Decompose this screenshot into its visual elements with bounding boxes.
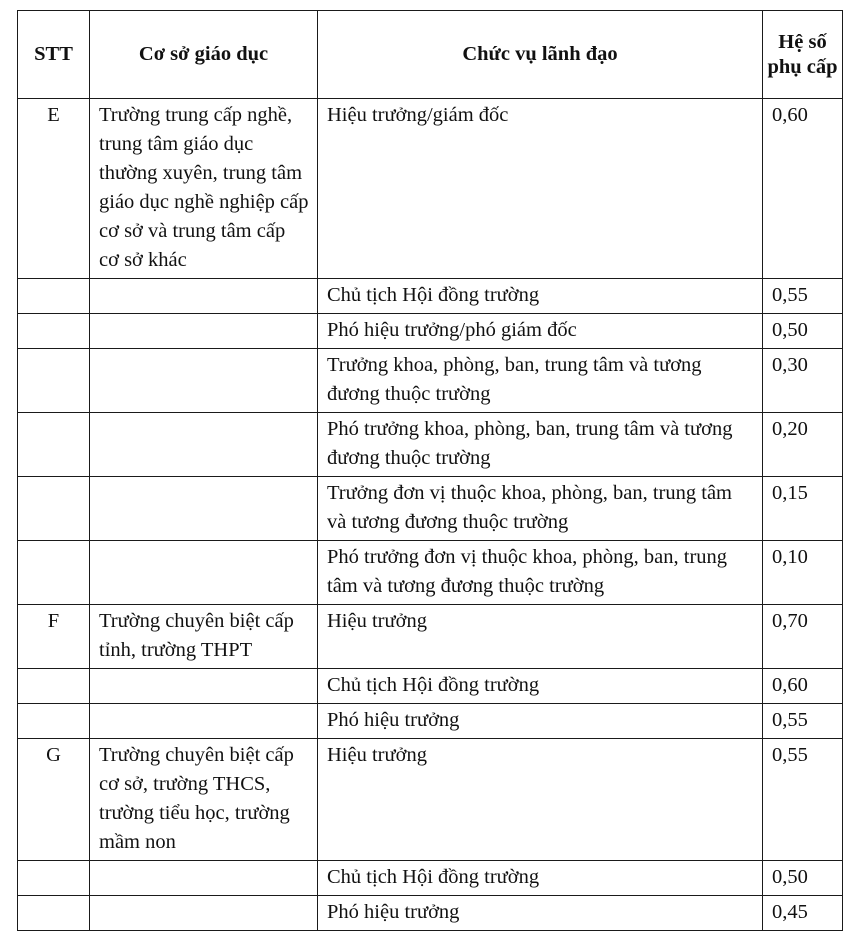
cell-coefficient: 0,70 <box>763 605 843 669</box>
cell-position: Hiệu trưởng <box>318 739 763 861</box>
cell-stt <box>18 669 90 704</box>
header-coefficient: Hệ số phụ cấp <box>763 11 843 99</box>
cell-stt <box>18 541 90 605</box>
cell-coefficient: 0,15 <box>763 477 843 541</box>
cell-position: Phó hiệu trưởng <box>318 704 763 739</box>
table-row <box>18 605 843 669</box>
table-row <box>18 896 843 931</box>
table-row <box>18 739 843 861</box>
header-position: Chức vụ lãnh đạo <box>318 11 763 99</box>
cell-position: Chủ tịch Hội đồng trường <box>318 669 763 704</box>
table-row <box>18 541 843 605</box>
cell-stt: F <box>18 605 90 669</box>
table-row <box>18 413 843 477</box>
cell-institution <box>90 477 318 541</box>
cell-stt <box>18 861 90 896</box>
cell-stt: G <box>18 739 90 861</box>
cell-institution <box>90 279 318 314</box>
header-institution: Cơ sở giáo dục <box>90 11 318 99</box>
cell-institution <box>90 314 318 349</box>
table-row <box>18 477 843 541</box>
table-row <box>18 669 843 704</box>
cell-institution: Trường chuyên biệt cấp tỉnh, trường THPT <box>90 605 318 669</box>
cell-position: Phó trưởng đơn vị thuộc khoa, phòng, ban, trung tâm và tương đương thuộc trường <box>318 541 763 605</box>
table-row <box>18 279 843 314</box>
cell-coefficient: 0,30 <box>763 349 843 413</box>
cell-stt <box>18 349 90 413</box>
cell-institution <box>90 896 318 931</box>
cell-coefficient: 0,10 <box>763 541 843 605</box>
cell-position: Phó trưởng khoa, phòng, ban, trung tâm và tương đương thuộc trường <box>318 413 763 477</box>
cell-position: Phó hiệu trưởng/phó giám đốc <box>318 314 763 349</box>
cell-stt <box>18 279 90 314</box>
cell-position: Chủ tịch Hội đồng trường <box>318 279 763 314</box>
cell-position: Trưởng khoa, phòng, ban, trung tâm và tương đương thuộc trường <box>318 349 763 413</box>
cell-stt <box>18 477 90 541</box>
cell-coefficient: 0,60 <box>763 99 843 279</box>
cell-institution <box>90 541 318 605</box>
cell-institution <box>90 413 318 477</box>
cell-institution <box>90 861 318 896</box>
header-stt: STT <box>18 11 90 99</box>
cell-stt <box>18 896 90 931</box>
table-row <box>18 861 843 896</box>
table-row <box>18 314 843 349</box>
cell-position: Hiệu trưởng/giám đốc <box>318 99 763 279</box>
cell-coefficient: 0,50 <box>763 861 843 896</box>
cell-position: Chủ tịch Hội đồng trường <box>318 861 763 896</box>
table-row <box>18 704 843 739</box>
cell-coefficient: 0,60 <box>763 669 843 704</box>
cell-institution <box>90 669 318 704</box>
cell-stt <box>18 704 90 739</box>
table-header-row <box>18 11 843 99</box>
table-row <box>18 349 843 413</box>
allowance-table <box>17 10 843 931</box>
cell-coefficient: 0,55 <box>763 739 843 861</box>
cell-position: Phó hiệu trưởng <box>318 896 763 931</box>
cell-stt: E <box>18 99 90 279</box>
cell-stt <box>18 314 90 349</box>
cell-coefficient: 0,50 <box>763 314 843 349</box>
cell-stt <box>18 413 90 477</box>
table-body <box>18 99 843 931</box>
cell-position: Trưởng đơn vị thuộc khoa, phòng, ban, trung tâm và tương đương thuộc trường <box>318 477 763 541</box>
cell-coefficient: 0,55 <box>763 704 843 739</box>
cell-coefficient: 0,45 <box>763 896 843 931</box>
cell-position: Hiệu trưởng <box>318 605 763 669</box>
cell-coefficient: 0,20 <box>763 413 843 477</box>
cell-institution: Trường trung cấp nghề, trung tâm giáo dục thường xuyên, trung tâm giáo dục nghề nghiệp cấp cơ sở và trung tâm cấp cơ sở khác <box>90 99 318 279</box>
cell-institution: Trường chuyên biệt cấp cơ sở, trường THCS, trường tiểu học, trường mầm non <box>90 739 318 861</box>
cell-institution <box>90 349 318 413</box>
table-row <box>18 99 843 279</box>
cell-institution <box>90 704 318 739</box>
cell-coefficient: 0,55 <box>763 279 843 314</box>
